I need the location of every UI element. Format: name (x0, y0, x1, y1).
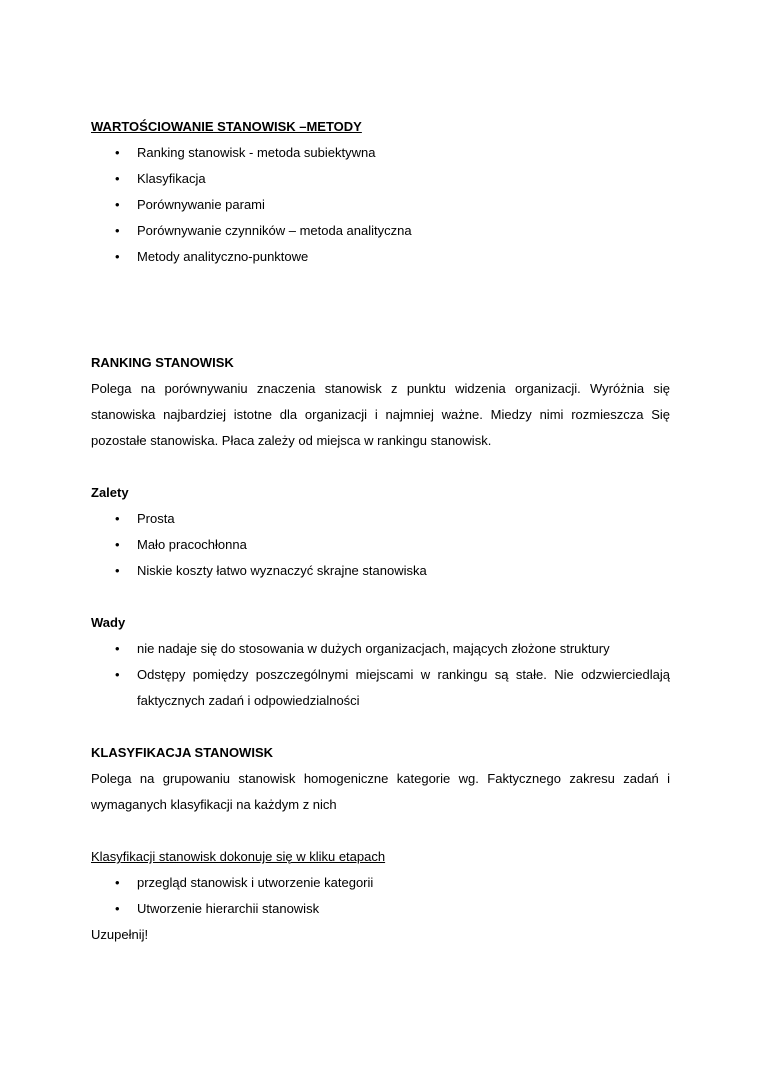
list-item: • Metody analityczno-punktowe (91, 244, 670, 270)
steps-title: Klasyfikacji stanowisk dokonuje się w kliku etapach (91, 849, 386, 864)
list-item: • Ranking stanowisk - metoda subiektywna (91, 140, 670, 166)
bullet-icon: • (115, 145, 120, 160)
bullet-icon: • (115, 511, 120, 526)
cons-list (91, 636, 670, 714)
pros-list (91, 506, 670, 584)
bullet-icon: • (115, 563, 120, 578)
bullet-icon: • (115, 197, 120, 212)
bullet-icon: • (115, 249, 120, 264)
list-item: • Mało pracochłonna (91, 532, 670, 558)
section-title-methods: WARTOŚCIOWANIE STANOWISK –METODY (91, 119, 362, 134)
bullet-icon: • (115, 171, 120, 186)
bullet-icon: • (115, 901, 120, 916)
list-item: • Porównywanie parami (91, 192, 670, 218)
bullet-icon: • (115, 223, 120, 238)
bullet-icon: • (115, 641, 120, 656)
section-title-ranking: RANKING STANOWISK (91, 355, 234, 370)
list-item: • Utworzenie hierarchii stanowisk (91, 896, 670, 922)
ranking-paragraph: Polega na porównywaniu znaczenia stanowisk z punktu widzenia organizacji. Wyróżnia się stanowiska najbardziej istotne dla organizacji i najmniej ważne. Miedzy nimi rozmieszcza Się pozostałe stanowiska. Płaca zależy od miejsca w rankingu stanowisk. (91, 381, 670, 448)
steps-list (91, 870, 670, 922)
document-content (91, 114, 670, 948)
bullet-icon: • (115, 537, 120, 552)
note-text: Uzupełnij! (91, 927, 149, 942)
list-item: • przegląd stanowisk i utworzenie kategorii (91, 870, 670, 896)
methods-list (91, 140, 670, 270)
classification-paragraph: Polega na grupowaniu stanowisk homogeniczne kategorie wg. Faktycznego zakresu zadań i wymaganych klasyfikacji na każdym z nich (91, 771, 670, 812)
pros-title: Zalety (91, 485, 129, 500)
list-item: • nie nadaje się do stosowania w dużych organizacjach, mających złożone struktury (91, 636, 670, 662)
list-item: • Prosta (91, 506, 670, 532)
list-item: • Niskie koszty łatwo wyznaczyć skrajne stanowiska (91, 558, 670, 584)
section-title-classification: KLASYFIKACJA STANOWISK (91, 745, 273, 760)
bullet-icon: • (115, 875, 120, 890)
cons-title: Wady (91, 615, 126, 630)
list-item: • Klasyfikacja (91, 166, 670, 192)
list-item: • Odstępy pomiędzy poszczególnymi miejscami w rankingu są stałe. Nie odzwierciedlają faktycznych zadań i odpowiedzialności (91, 662, 670, 714)
list-item: • Porównywanie czynników – metoda analityczna (91, 218, 670, 244)
bullet-icon: • (115, 667, 120, 682)
